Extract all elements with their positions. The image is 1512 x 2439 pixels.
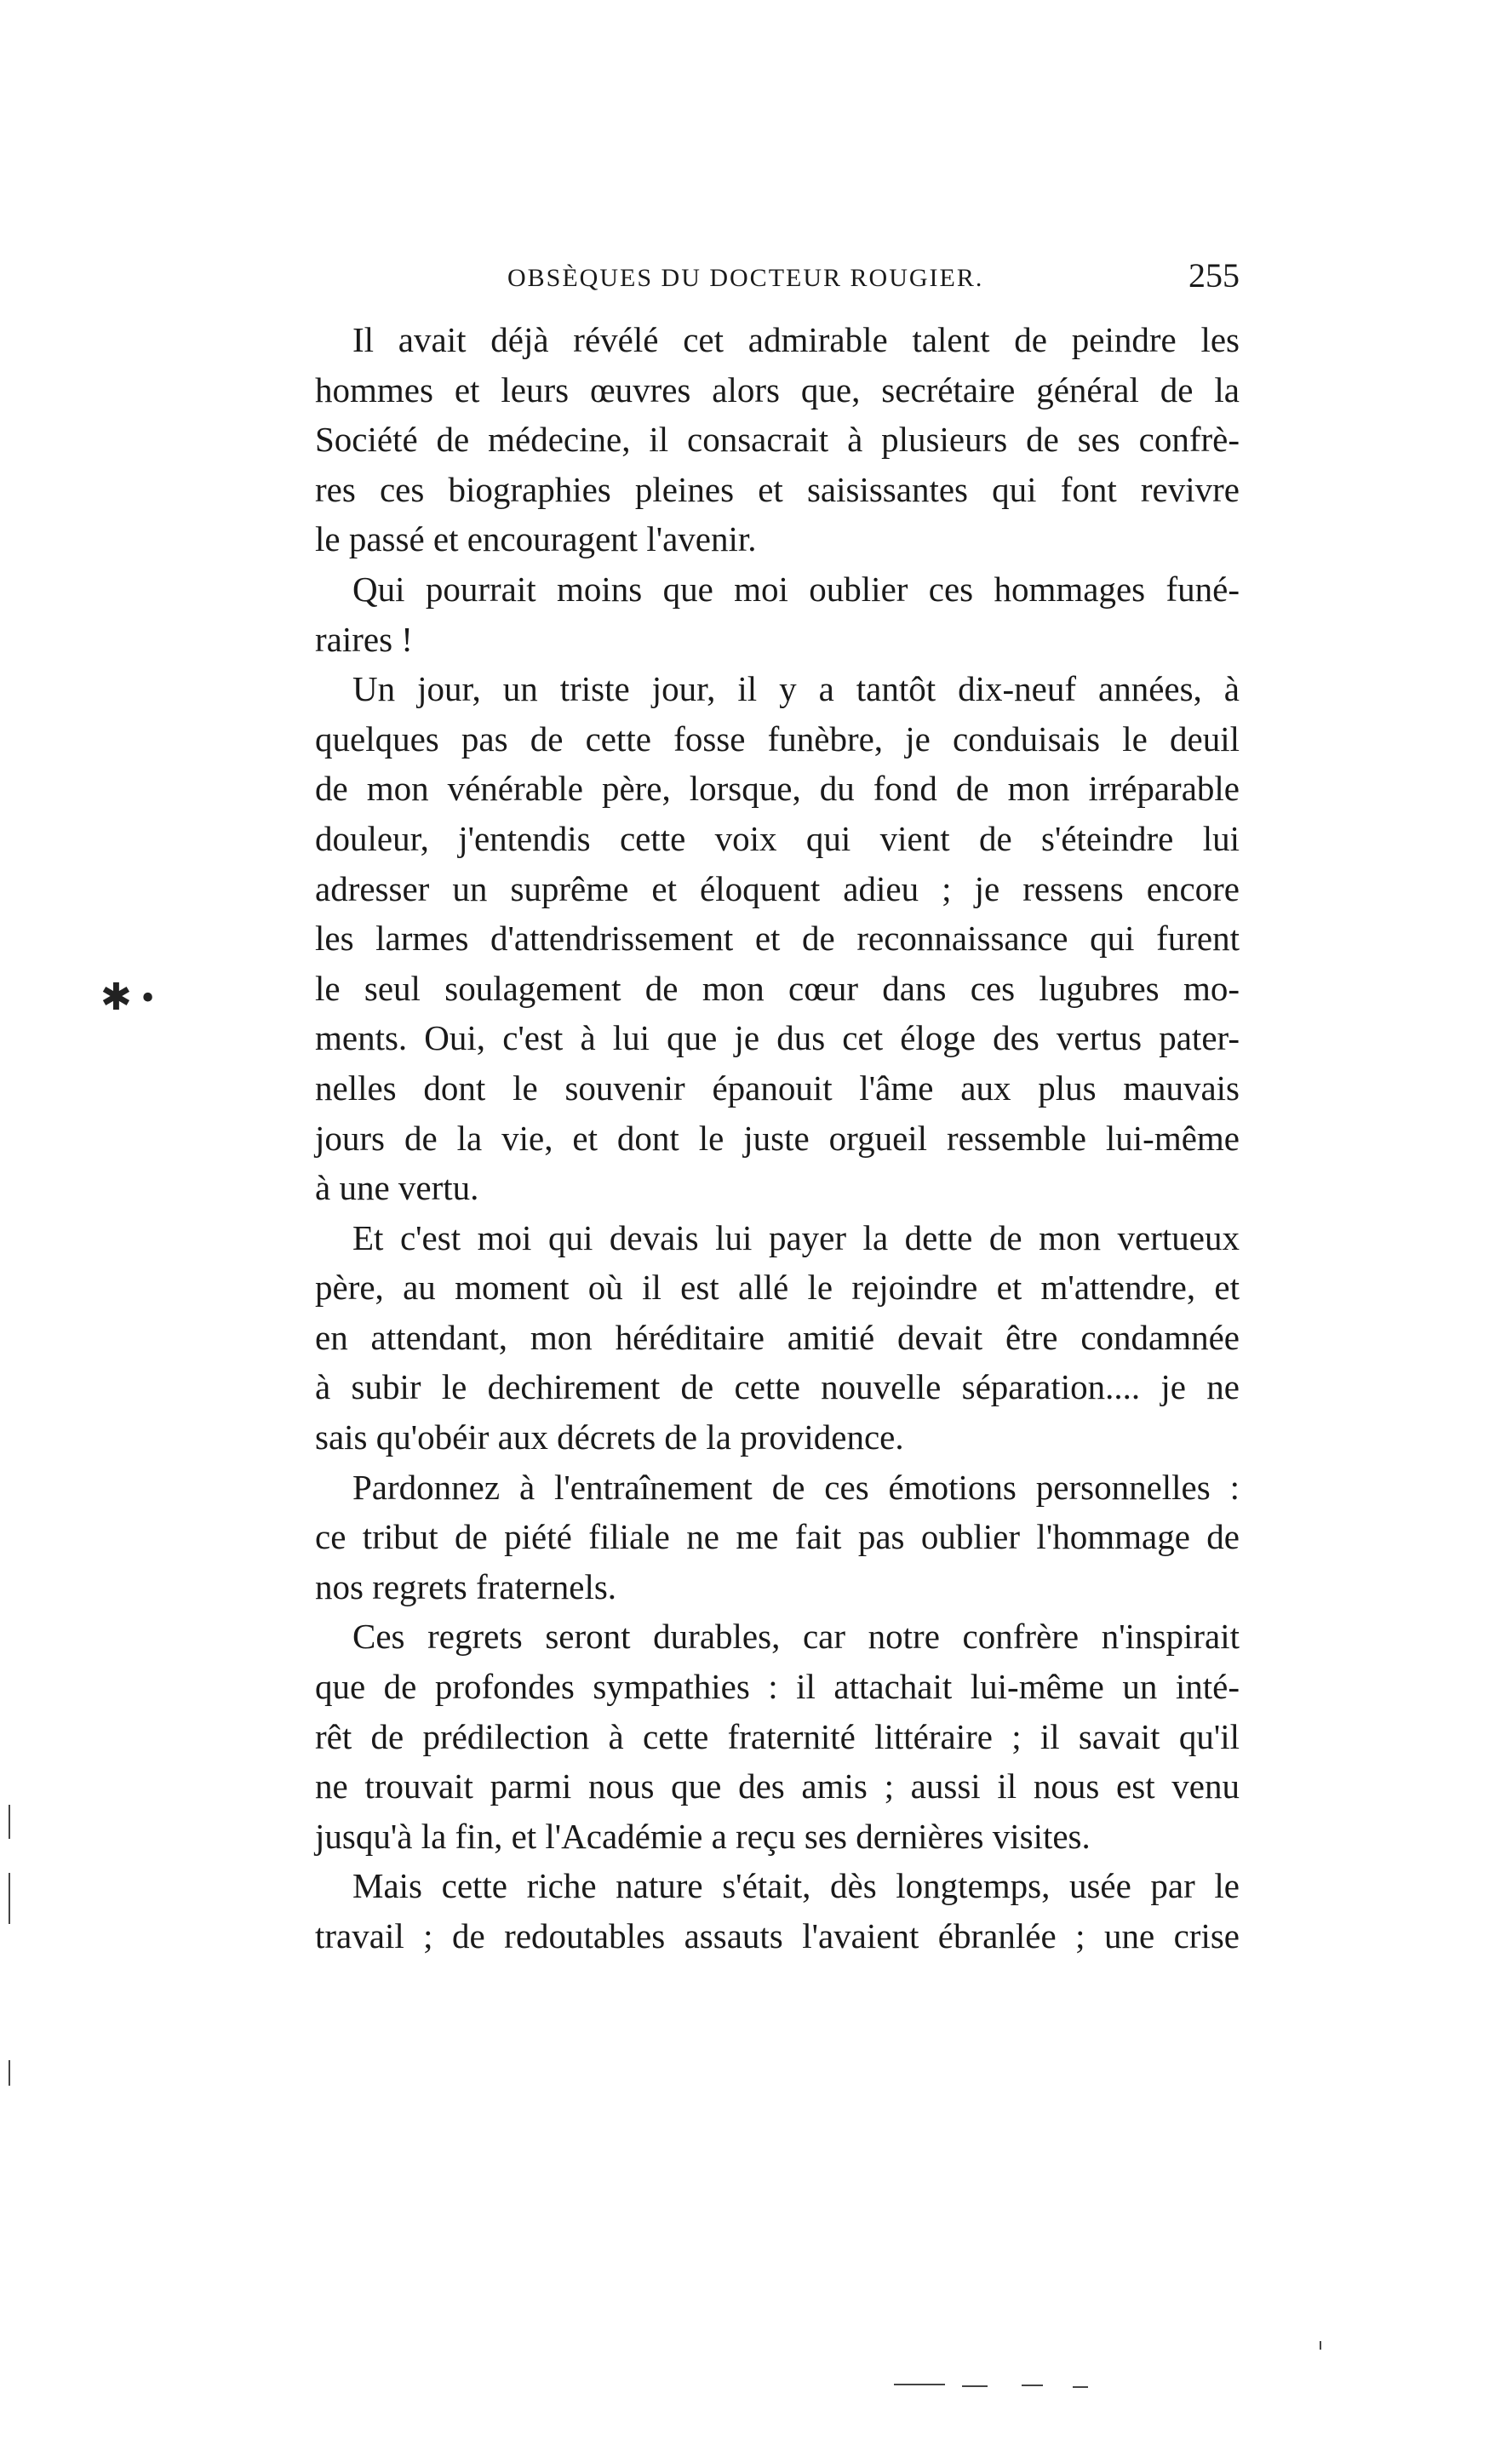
speck	[9, 2060, 10, 2086]
text-line: Mais cette riche nature s'était, dès longtemps, usée par le	[352, 1866, 1240, 1906]
text-line: jusqu'à la fin, et l'Académie a reçu ses dernières visites.	[315, 1816, 1091, 1856]
text-line: res ces biographies pleines et saisissantes qui font revivre	[315, 469, 1240, 509]
paragraph	[278, 315, 1240, 564]
text-line: père, au moment où il est allé le rejoindre et m'attendre, et	[315, 1268, 1240, 1308]
text-line: jours de la vie, et dont le juste orgueil ressemble lui-même	[315, 1118, 1240, 1158]
text-line: quelques pas de cette fosse funèbre, je conduisais le deuil	[315, 719, 1240, 759]
text-line: rêt de prédilection à cette fraternité littéraire ; il savait qu'il	[315, 1716, 1240, 1756]
paragraph	[278, 564, 1240, 664]
text-line: Pardonnez à l'entraînement de ces émotions personnelles :	[352, 1467, 1240, 1507]
text-line: nos regrets fraternels.	[315, 1566, 617, 1606]
text-line: hommes et leurs œuvres alors que, secrétaire général de la	[315, 369, 1240, 409]
text-line: à subir le dechirement de cette nouvelle séparation.... je ne	[315, 1367, 1240, 1407]
running-header	[278, 255, 1240, 306]
text-line: Ces regrets seront durables, car notre confrère n'inspirait	[352, 1617, 1240, 1657]
text-line: douleur, j'entendis cette voix qui vient de s'éteindre lui	[315, 818, 1240, 858]
text-line: le passé et encouragent l'avenir.	[315, 519, 757, 559]
text-line: Un jour, un triste jour, il y a tantôt dix-neuf années, à	[352, 669, 1240, 709]
text-line: en attendant, mon héréditaire amitié devait être condamnée	[315, 1317, 1240, 1357]
speck	[894, 2384, 945, 2385]
speck	[9, 1805, 10, 1839]
text-line: que de profondes sympathies : il attachait lui-même un inté-	[315, 1667, 1240, 1707]
speck	[1320, 2341, 1321, 2350]
text-line: travail ; de redoutables assauts l'avaient ébranlée ; une crise	[315, 1916, 1240, 1955]
paragraph	[278, 1612, 1240, 1861]
page-number: 255	[1188, 256, 1240, 295]
paragraph	[278, 1213, 1240, 1463]
text-line: adresser un suprême et éloquent adieu ; je ressens encore	[315, 868, 1240, 908]
speck	[1073, 2386, 1088, 2388]
text-line: le seul soulagement de mon cœur dans ces lugubres mo-	[315, 968, 1240, 1008]
speck	[962, 2385, 988, 2387]
body-text	[278, 315, 1240, 1961]
text-line: à une vertu.	[315, 1168, 479, 1208]
speck	[9, 1873, 10, 1924]
text-line: ments. Oui, c'est à lui que je dus cet éloge des vertus pater-	[315, 1018, 1240, 1058]
text-line: Il avait déjà révélé cet admirable talent de peindre les	[352, 320, 1240, 359]
text-line: Société de médecine, il consacrait à plusieurs de ses confrè-	[315, 420, 1240, 460]
running-title: OBSÈQUES DU DOCTEUR ROUGIER.	[507, 264, 984, 292]
paragraph	[278, 1861, 1240, 1961]
paragraph	[278, 664, 1240, 1213]
text-line: sais qu'obéir aux décrets de la providence.	[315, 1417, 904, 1457]
text-line: Qui pourrait moins que moi oublier ces hommages funé-	[352, 569, 1240, 609]
text-line: les larmes d'attendrissement et de reconnaissance qui furent	[315, 919, 1240, 959]
paragraph	[278, 1463, 1240, 1612]
speck	[1022, 2385, 1043, 2386]
text-line: de mon vénérable père, lorsque, du fond de mon irréparable	[315, 769, 1240, 809]
text-line: ce tribut de piété filiale ne me fait pas oublier l'hommage de	[315, 1517, 1240, 1557]
margin-ink-mark: ✱ •	[100, 976, 155, 1018]
text-line: raires !	[315, 619, 413, 659]
text-line: nelles dont le souvenir épanouit l'âme aux plus mauvais	[315, 1068, 1240, 1108]
text-line: ne trouvait parmi nous que des amis ; aussi il nous est venu	[315, 1766, 1240, 1806]
text-line: Et c'est moi qui devais lui payer la dette de mon vertueux	[352, 1217, 1240, 1257]
